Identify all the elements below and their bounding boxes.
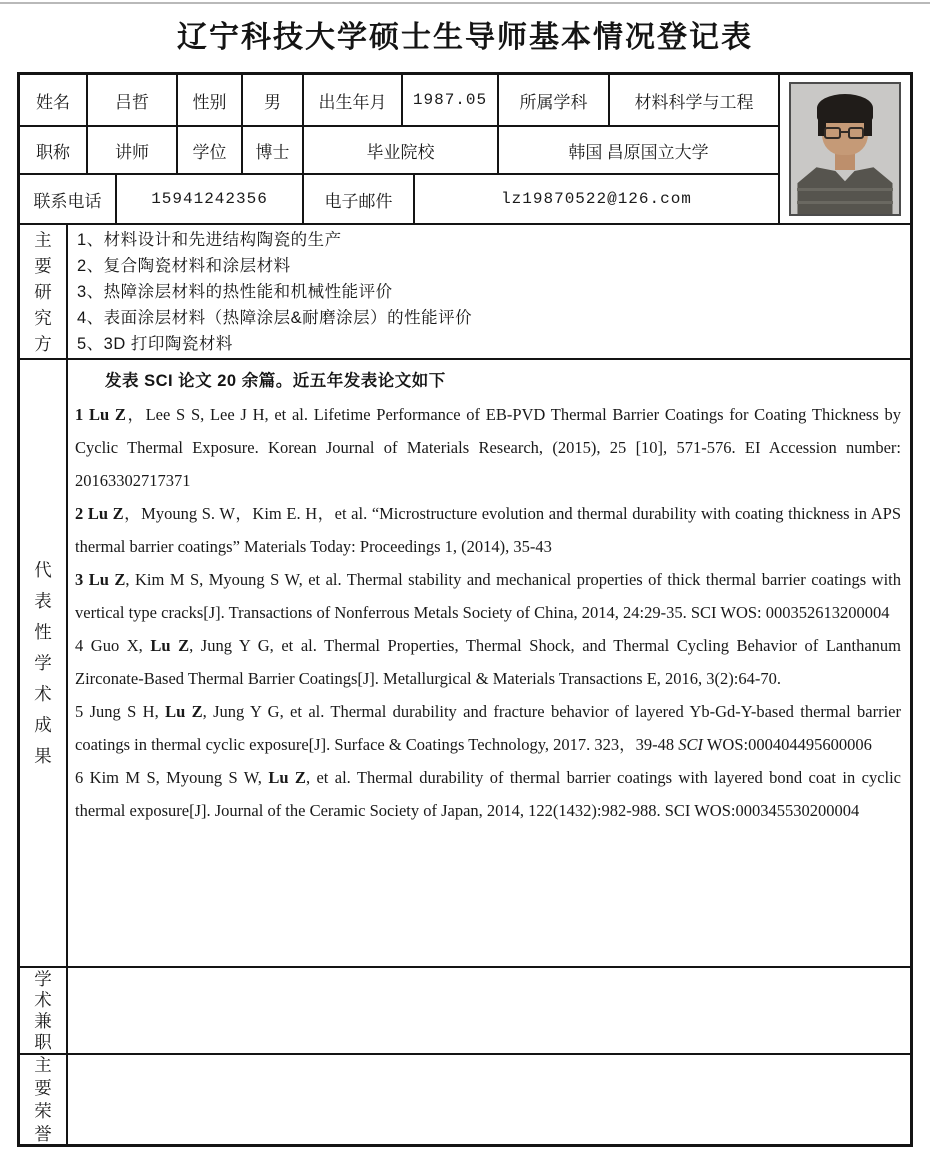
achievements-content xyxy=(68,360,910,968)
honors-content xyxy=(68,1055,910,1144)
honors-label: 主要荣誉 xyxy=(34,1055,52,1144)
research-item: 5、3D 打印陶瓷材料 xyxy=(77,335,233,353)
name-label: 姓名 xyxy=(20,75,88,127)
honors-label-cell xyxy=(20,1055,68,1144)
glasses-icon xyxy=(848,127,864,139)
publication-entry: 5 Jung S H, Lu Z, Jung Y G, et al. Thermal durability and fracture behavior of layered Yb-Gd-Y-based thermal barrier coatings in thermal cyclic exposure[J]. Surface & Coatings Technology, 2017. 323，39-48 SCI WOS:000404495600006 xyxy=(75,702,901,754)
publication-entry: 3 Lu Z, Kim M S, Myoung S W, et al. Thermal stability and mechanical properties of thick thermal barrier coatings with vertical type cracks[J]. Transactions of Nonferrous Metals Society of China, 2014, 24:29-35. SCI WOS: 000352613200004 xyxy=(75,570,902,622)
page-title: 辽宁科技大学硕士生导师基本情况登记表 xyxy=(177,21,753,54)
publication-entry: 2 Lu Z，Myoung S. W，Kim E. H，et al. “Microstructure evolution and thermal durability with coating thickness in APS thermal barrier coatings” Materials Today: Proceedings 1, (2014), 35-43 xyxy=(75,504,901,556)
gender-value: 男 xyxy=(243,75,304,127)
glasses-icon xyxy=(824,127,840,139)
publications-list xyxy=(75,398,901,827)
research-item: 4、表面涂层材料（热障涂层&耐磨涂层）的性能评价 xyxy=(77,309,473,327)
research-item: 2、复合陶瓷材料和涂层材料 xyxy=(77,257,291,275)
photo-shirt-stripe xyxy=(797,188,892,191)
academic-positions-label: 学术兼职 xyxy=(34,968,52,1052)
photo-shirt-stripe xyxy=(797,201,892,204)
birth-label: 出生年月 xyxy=(304,75,403,127)
publication-entry: 1 Lu Z，Lee S S, Lee J H, et al. Lifetime Performance of EB-PVD Thermal Barrier Coatings for Coating Thickness by Cyclic Thermal Exposure. Korean Journal of Materials Research, (2015), 25 [10], 571-576. EI Accession number: 20163302717371 xyxy=(75,405,901,490)
name-value: 吕哲 xyxy=(88,75,178,127)
publication-entry: 4 Guo X, Lu Z, Jung Y G, et al. Thermal Properties, Thermal Shock, and Thermal Cycling Behavior of Lanthanum Zirconate-Based Thermal Barrier Coatings[J]. Metallurgical & Materials Transactions E, 2016, 3(2):64-70. xyxy=(75,636,901,688)
research-list xyxy=(68,225,910,360)
photo-cell xyxy=(780,75,910,225)
phone-value: 15941242356 xyxy=(117,175,304,225)
achievements-lead: 发表 SCI 论文 20 余篇。近五年发表论文如下 xyxy=(105,372,446,390)
glasses-icon xyxy=(841,131,850,133)
research-label: 主要研究方 xyxy=(34,229,52,354)
top-rule xyxy=(0,2,930,4)
job-title-label: 职称 xyxy=(20,127,88,175)
achievements-label-cell xyxy=(20,360,68,968)
research-item: 1、材料设计和先进结构陶瓷的生产 xyxy=(77,231,342,249)
degree-label: 学位 xyxy=(178,127,243,175)
discipline-label: 所属学科 xyxy=(499,75,610,127)
publication-entry: 6 Kim M S, Myoung S W, Lu Z, et al. Thermal durability of thermal barrier coatings with layered bond coat in cyclic thermal exposure[J]. Journal of the Ceramic Society of Japan, 2014, 122(1432):982-988. SCI WOS:000345530200004 xyxy=(75,768,902,820)
school-label: 毕业院校 xyxy=(304,127,499,175)
birth-value: 1987.05 xyxy=(403,75,499,127)
photo-hair xyxy=(864,113,872,136)
academic-positions-label-cell xyxy=(20,968,68,1055)
school-value: 韩国 昌原国立大学 xyxy=(499,127,780,175)
achievements-label: 代表性学术成果 xyxy=(34,559,52,766)
degree-value: 博士 xyxy=(243,127,304,175)
email-value: lz19870522@126.com xyxy=(415,175,780,225)
discipline-value: 材料科学与工程 xyxy=(610,75,780,127)
research-label-cell xyxy=(20,225,68,360)
academic-positions-content xyxy=(68,968,910,1055)
job-title-value: 讲师 xyxy=(88,127,178,175)
research-item: 3、热障涂层材料的热性能和机械性能评价 xyxy=(77,283,393,301)
registration-table xyxy=(17,72,913,1147)
phone-label: 联系电话 xyxy=(20,175,117,225)
email-label: 电子邮件 xyxy=(304,175,415,225)
portrait-photo xyxy=(789,82,901,216)
gender-label: 性别 xyxy=(178,75,243,127)
